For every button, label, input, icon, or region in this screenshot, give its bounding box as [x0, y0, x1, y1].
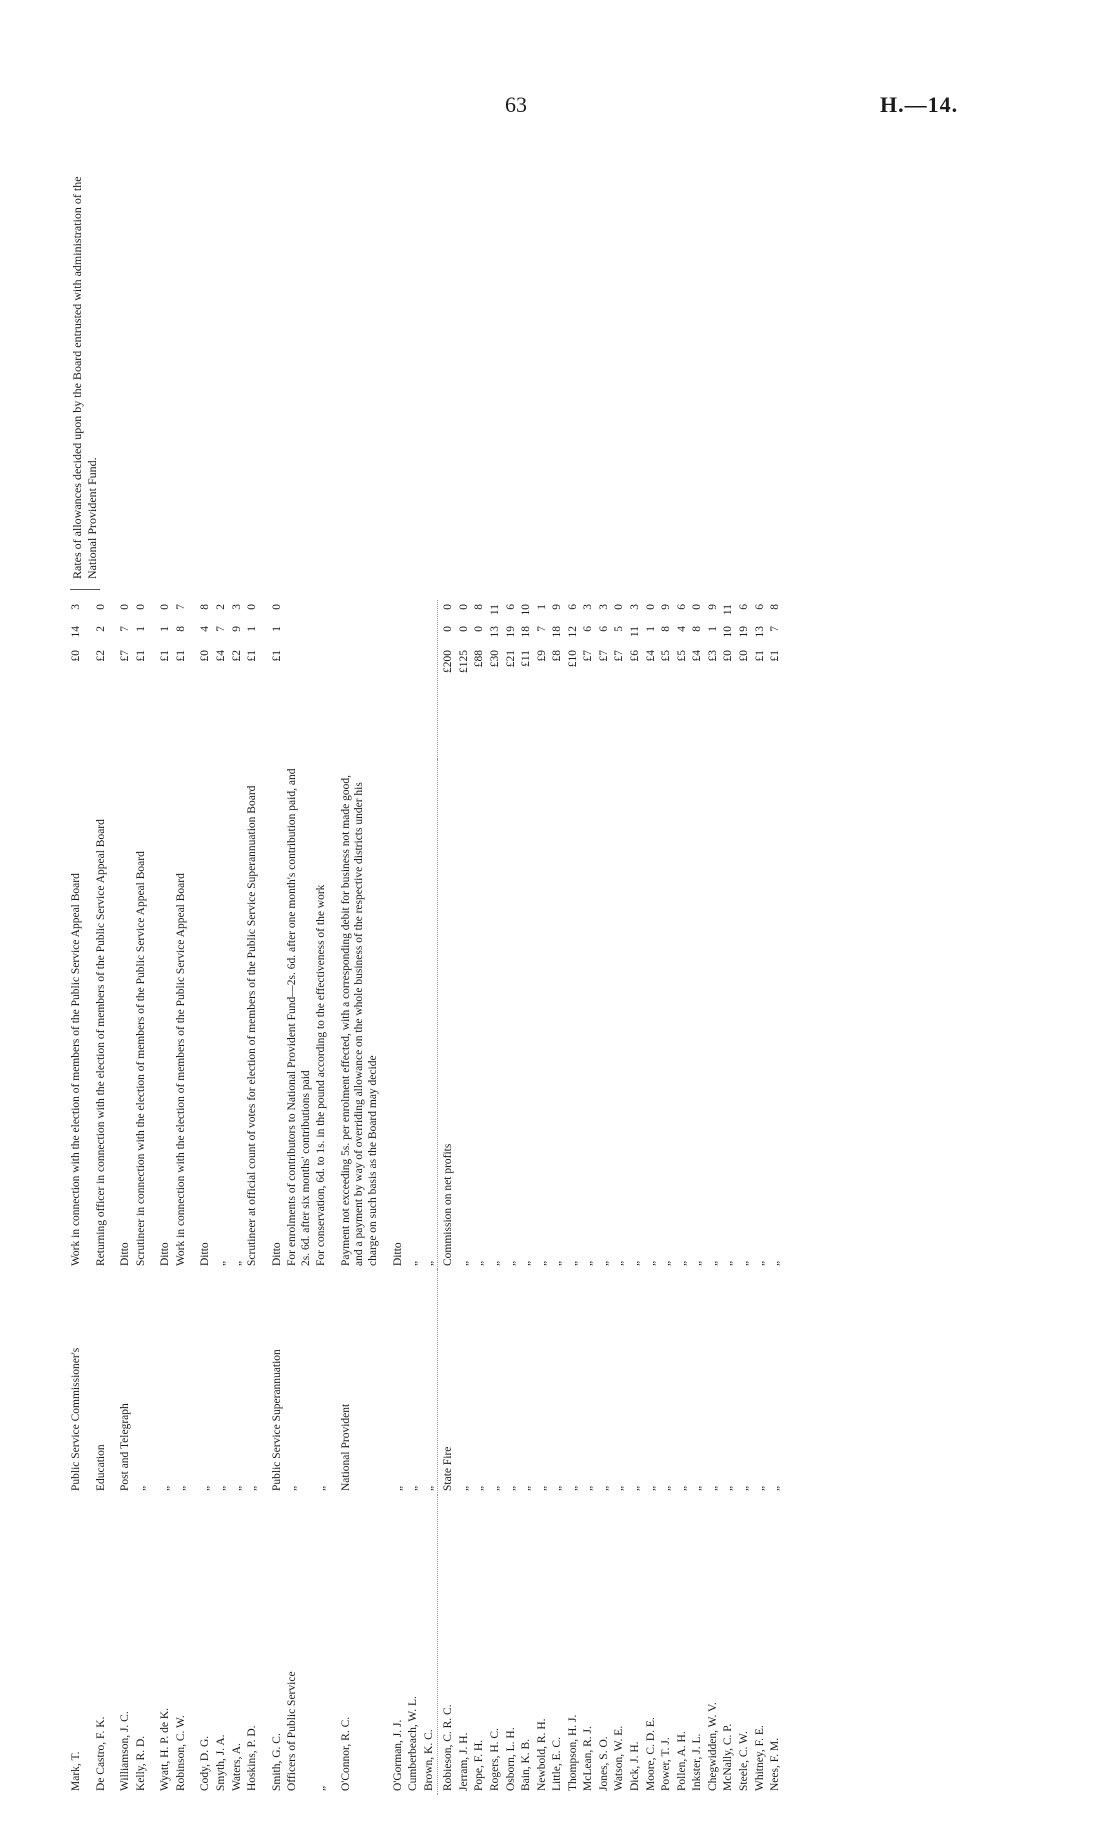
remarks-text: Rates of allowances decided upon by the Board entrusted with administration of the National Provident Fund.: [70, 149, 100, 590]
shillings-value: 19: [737, 626, 750, 638]
amount-lsd: [246, 604, 260, 756]
department-cell: „: [551, 1485, 564, 1491]
nature-of-work-cell: „: [457, 1260, 470, 1266]
nature-of-work-cell: Returning officer in connection with the election of members of the Public Service Appeal Board: [94, 819, 107, 1266]
shillings-value: 7: [214, 626, 227, 632]
name-cell: Moore, C. D. E.: [644, 1717, 657, 1791]
pence-value: 0: [246, 604, 259, 610]
nature-of-work-cell: For enrolments of contributors to National Provident Fund—2s. 6d. after one month's contribution paid, and 2s. 6d. after six months' contributions paid: [286, 768, 312, 1266]
amount-lsd: [629, 604, 643, 756]
pence-value: 8: [199, 604, 212, 610]
nature-of-work-cell: „: [488, 1260, 501, 1266]
pence-value: 1: [535, 604, 548, 610]
amount-cell: [382, 600, 407, 760]
name-cell: Robinson, C. W.: [174, 1715, 187, 1791]
pence-value: 6: [504, 604, 517, 610]
amount-cell: [768, 600, 784, 760]
pence-value: 11: [722, 604, 735, 616]
amount-lsd: [473, 604, 487, 756]
department-cell: „: [520, 1485, 533, 1491]
department-cell: „: [174, 1485, 187, 1491]
amount-cell: [753, 600, 769, 760]
department-cell: „: [457, 1485, 470, 1491]
pounds-value: £2: [94, 650, 107, 662]
department-cell: „: [722, 1485, 735, 1491]
pence-value: 0: [691, 604, 704, 610]
name-cell: O'Gorman, J. J.: [391, 1719, 404, 1791]
shillings-value: 1: [134, 626, 147, 632]
nature-of-work-cell: „: [597, 1260, 610, 1266]
department-cell: „: [566, 1485, 579, 1491]
name-cell: Robieson, C. R. C.: [442, 1704, 455, 1791]
shillings-value: 8: [660, 626, 673, 632]
name-cell: Smyth, J. A.: [214, 1734, 227, 1791]
remarks-cell: [60, 145, 784, 600]
amount-cell: [330, 600, 382, 760]
amount-cell: [109, 600, 134, 760]
department-cell: „: [629, 1485, 641, 1491]
pence-value: 3: [597, 604, 610, 610]
amount-lsd: [215, 604, 229, 756]
pence-value: 3: [582, 604, 595, 610]
amount-lsd: [613, 604, 627, 756]
nature-of-work-cell: Ditto: [119, 1242, 132, 1266]
amount-cell: [457, 600, 473, 760]
department-cell: National Provident: [339, 1403, 352, 1491]
pence-value: 0: [119, 604, 132, 610]
pounds-value: £6: [629, 650, 641, 662]
nature-of-work-cell: Ditto: [391, 1242, 404, 1266]
amount-cell: [690, 600, 706, 760]
shillings-value: 1: [159, 626, 172, 632]
amount-cell: [628, 600, 644, 760]
name-cell: Wyatt, H. P. de K.: [159, 1708, 172, 1791]
amount-lsd: [159, 604, 173, 756]
nature-of-work-cell: „: [566, 1260, 579, 1266]
shillings-value: 4: [199, 626, 212, 632]
department-cell: „: [134, 1485, 147, 1491]
department-cell: „: [407, 1485, 420, 1491]
nature-of-work-cell: „: [422, 1260, 435, 1266]
name-cell: McNally, C. P.: [722, 1723, 735, 1791]
amount-cell: [245, 600, 261, 760]
amount-lsd: [175, 604, 189, 756]
shillings-value: 0: [457, 626, 470, 632]
pence-value: 3: [230, 604, 243, 610]
amount-cell: [406, 600, 422, 760]
pounds-value: £0: [722, 650, 735, 662]
amount-lsd: [135, 604, 149, 756]
pounds-value: £0: [737, 650, 750, 662]
nature-of-work-cell: Scrutineer at official count of votes for election of members of the Public Service Superannuation Board: [246, 785, 259, 1266]
amount-cell: [230, 600, 246, 760]
department-cell: „: [769, 1485, 782, 1491]
pence-value: 9: [551, 604, 564, 610]
amount-cell: [174, 600, 190, 760]
table-body: [60, 145, 784, 1795]
nature-of-work-cell: Work in connection with the election of members of the Public Service Appeal Board: [70, 873, 82, 1266]
name-cell: Brown, K. C.: [422, 1729, 435, 1791]
department-cell: „: [391, 1485, 404, 1491]
name-cell: Newbold, R. H.: [535, 1718, 548, 1791]
pence-value: 10: [520, 604, 533, 616]
shillings-value: 1: [706, 626, 719, 632]
amount-cell: [535, 600, 551, 760]
pounds-value: £7: [597, 650, 610, 662]
nature-of-work-cell: „: [407, 1260, 420, 1266]
name-cell: Cody, D. G.: [199, 1735, 212, 1791]
pounds-value: £9: [535, 650, 548, 662]
shillings-value: 8: [174, 626, 187, 632]
name-cell: Pollen, A. H.: [675, 1731, 688, 1791]
department-cell: „: [199, 1485, 212, 1491]
table-row: [60, 145, 85, 1795]
pounds-value: £8: [551, 650, 564, 662]
name-cell: Nees, F. M.: [769, 1737, 782, 1791]
name-cell: Hoskins, P. D.: [246, 1725, 259, 1791]
amount-lsd: [536, 604, 550, 756]
pounds-value: £4: [644, 650, 657, 662]
amount-cell: [597, 600, 613, 760]
amount-cell: [189, 600, 214, 760]
amount-cell: [566, 600, 582, 760]
pence-value: 0: [613, 604, 626, 610]
department-cell: „: [737, 1485, 750, 1491]
amount-cell: [85, 600, 110, 760]
pounds-value: £7: [119, 650, 132, 662]
amount-cell: [472, 600, 488, 760]
amount-cell: [504, 600, 520, 760]
nature-of-work-cell: Payment not exceeding 5s. per enrolment effected, with a corresponding debit for business not made good, and a payment by way of overriding allowance on the whole business of the respective districts under his charge on such basis as the Board may decide: [339, 775, 379, 1266]
name-cell: McLean, R. J.: [582, 1726, 595, 1791]
shillings-value: 4: [675, 626, 688, 632]
nature-of-work-cell: Ditto: [159, 1242, 172, 1266]
nature-of-work-cell: „: [504, 1260, 517, 1266]
nature-of-work-cell: „: [613, 1260, 626, 1266]
nature-of-work-cell: Ditto: [270, 1242, 283, 1266]
nature-of-work-cell: „: [582, 1260, 595, 1266]
amount-cell: [441, 600, 457, 760]
nature-of-work-cell: For conservation, 6d. to 1s. in the pound according to the effectiveness of the work: [315, 884, 328, 1266]
pence-value: 6: [566, 604, 579, 610]
shillings-value: 7: [769, 626, 782, 632]
amount-lsd: [754, 604, 768, 756]
shillings-value: 13: [488, 626, 501, 638]
name-cell: Jones, S. O.: [597, 1736, 610, 1791]
amount-cell: [612, 600, 628, 760]
amount-cell: [60, 600, 85, 760]
amount-cell: [644, 600, 660, 760]
shillings-value: 1: [644, 626, 657, 632]
shillings-value: 2: [94, 626, 107, 632]
name-cell: Bain, K. B.: [520, 1738, 533, 1791]
shillings-value: 18: [520, 626, 533, 638]
name-cell: Thompson, H. J.: [566, 1714, 579, 1791]
pounds-value: £200: [442, 650, 455, 673]
pounds-value: £3: [706, 650, 719, 662]
amount-cell: [737, 600, 753, 760]
document-reference: H.—14.: [880, 92, 959, 117]
department-cell: „: [230, 1485, 243, 1491]
department-cell: „: [315, 1485, 328, 1491]
amount-lsd: [660, 604, 674, 756]
rotated-table-region: [60, 145, 1020, 1795]
name-cell: Cumberbeach, W. L.: [407, 1696, 420, 1791]
pence-value: 6: [675, 604, 688, 610]
amount-lsd: [95, 604, 109, 756]
pence-value: 0: [270, 604, 283, 610]
shillings-value: 6: [597, 626, 610, 632]
shillings-value: 0: [473, 626, 486, 632]
name-cell: Rogers, H. C.: [488, 1728, 501, 1791]
department-cell: „: [675, 1485, 688, 1491]
pounds-value: £11: [520, 650, 533, 667]
shillings-value: 19: [504, 626, 517, 638]
name-cell: Smith, G. C.: [270, 1733, 283, 1791]
amount-cell: [488, 600, 504, 760]
amount-cell: [581, 600, 597, 760]
amount-cell: [149, 600, 174, 760]
amount-lsd: [551, 604, 565, 756]
pence-value: 9: [660, 604, 673, 610]
nature-of-work-cell: „: [644, 1260, 657, 1266]
name-cell: „: [315, 1785, 328, 1791]
department-cell: „: [535, 1485, 548, 1491]
pence-value: 3: [629, 604, 641, 610]
pence-value: 0: [159, 604, 172, 610]
amount-cell: [214, 600, 230, 760]
amount-lsd: [489, 604, 503, 756]
amount-lsd: [567, 604, 581, 756]
nature-of-work-cell: „: [706, 1260, 719, 1266]
amount-cell: [550, 600, 566, 760]
nature-of-work-cell: „: [722, 1260, 735, 1266]
amount-lsd: [707, 604, 721, 756]
shillings-value: 7: [535, 626, 548, 632]
shillings-value: 8: [691, 626, 704, 632]
allowances-table: [60, 145, 784, 1795]
department-cell: „: [504, 1485, 517, 1491]
name-cell: Power, T. J.: [660, 1737, 673, 1791]
shillings-value: 7: [119, 626, 132, 632]
pence-value: 8: [769, 604, 782, 610]
name-cell: Mark, T.: [70, 1751, 82, 1791]
department-cell: Public Service Commissioner's: [70, 1347, 82, 1491]
shillings-value: 11: [629, 626, 641, 638]
name-cell: Steele, C. W.: [737, 1731, 750, 1791]
amount-lsd: [645, 604, 659, 756]
shillings-value: 5: [613, 626, 626, 632]
amount-lsd: [271, 604, 285, 756]
pounds-value: £1: [270, 650, 283, 662]
pounds-value: £5: [660, 650, 673, 662]
nature-of-work-cell: „: [551, 1260, 564, 1266]
pounds-value: £1: [134, 650, 147, 662]
shillings-value: 1: [270, 626, 283, 632]
name-cell: Inkster, J. L.: [691, 1733, 704, 1791]
department-cell: „: [613, 1485, 626, 1491]
shillings-value: 6: [582, 626, 595, 632]
amount-lsd: [199, 604, 213, 756]
department-cell: „: [214, 1485, 227, 1491]
shillings-value: 10: [722, 626, 735, 638]
department-cell: „: [660, 1485, 673, 1491]
name-cell: De Castro, F. K.: [94, 1716, 107, 1791]
name-cell: Jerram, J. H.: [457, 1732, 470, 1791]
pence-value: 0: [457, 604, 470, 610]
amount-cell: [519, 600, 535, 760]
shillings-value: 14: [70, 626, 82, 638]
amount-cell: [285, 600, 314, 760]
nature-of-work-cell: „: [473, 1260, 486, 1266]
amount-lsd: [738, 604, 752, 756]
nature-of-work-cell: Scrutineer in connection with the election of members of the Public Service Appeal Board: [134, 851, 147, 1266]
department-cell: „: [488, 1485, 501, 1491]
pounds-value: £1: [159, 650, 172, 662]
amount-cell: [721, 600, 737, 760]
nature-of-work-cell: „: [629, 1260, 641, 1266]
department-cell: State Fire: [442, 1446, 455, 1491]
pence-value: 6: [737, 604, 750, 610]
name-cell: Whitney, F. E.: [753, 1725, 766, 1791]
pence-value: 0: [134, 604, 147, 610]
pounds-value: £1: [246, 650, 259, 662]
pounds-value: £0: [199, 650, 212, 662]
department-cell: „: [159, 1485, 172, 1491]
pounds-value: £7: [613, 650, 626, 662]
amount-lsd: [458, 604, 472, 756]
pence-value: 9: [706, 604, 719, 610]
pence-value: 0: [644, 604, 657, 610]
amount-cell: [422, 600, 438, 760]
pounds-value: £2: [230, 650, 243, 662]
nature-of-work-cell: „: [520, 1260, 533, 1266]
department-cell: „: [691, 1485, 704, 1491]
shillings-value: 13: [753, 626, 766, 638]
pounds-value: £10: [566, 650, 579, 668]
department-cell: „: [597, 1485, 610, 1491]
pounds-value: £125: [457, 650, 470, 673]
name-cell: Little, E. C.: [551, 1737, 564, 1791]
department-cell: „: [706, 1485, 719, 1491]
pence-value: 0: [442, 604, 455, 610]
pence-value: 6: [753, 604, 766, 610]
department-cell: Education: [94, 1444, 107, 1491]
pounds-value: £4: [214, 650, 227, 662]
pounds-value: £7: [582, 650, 595, 662]
amount-lsd: [442, 604, 456, 756]
nature-of-work-cell: Work in connection with the election of members of the Public Service Appeal Board: [174, 873, 187, 1266]
pence-value: 2: [214, 604, 227, 610]
name-cell: Chegwidden, W. V.: [706, 1702, 719, 1791]
amount-lsd: [119, 604, 133, 756]
pounds-value: £88: [473, 650, 486, 668]
department-cell: „: [582, 1485, 595, 1491]
nature-of-work-cell: Ditto: [199, 1242, 212, 1266]
department-cell: „: [422, 1485, 435, 1491]
pounds-value: £1: [769, 650, 782, 662]
pounds-value: £4: [691, 650, 704, 662]
pence-value: 7: [174, 604, 187, 610]
name-cell: Officers of Public Service: [286, 1671, 299, 1791]
name-cell: Watson, W. E.: [613, 1725, 626, 1791]
nature-of-work-cell: „: [660, 1260, 673, 1266]
page-number: 63: [505, 92, 527, 117]
name-cell: Osborn, L. H.: [504, 1727, 517, 1791]
amount-lsd: [722, 604, 736, 756]
department-cell: „: [286, 1485, 299, 1491]
shillings-value: 0: [442, 626, 455, 632]
shillings-value: 1: [246, 626, 259, 632]
pounds-value: £1: [753, 650, 766, 662]
amount-lsd: [582, 604, 596, 756]
pounds-value: £21: [504, 650, 517, 668]
pence-value: 3: [70, 604, 82, 610]
pounds-value: £0: [70, 650, 82, 662]
amount-lsd: [598, 604, 612, 756]
amount-cell: [261, 600, 286, 760]
pence-value: 0: [94, 604, 107, 610]
nature-of-work-cell: Commission on net profits: [442, 1143, 455, 1266]
pence-value: 11: [488, 604, 501, 616]
shillings-value: 18: [551, 626, 564, 638]
amount-cell: [659, 600, 675, 760]
amount-lsd: [769, 604, 783, 756]
nature-of-work-cell: „: [769, 1260, 782, 1266]
amount-lsd: [231, 604, 245, 756]
department-cell: „: [753, 1485, 766, 1491]
name-cell: O'Connor, R. C.: [339, 1716, 352, 1791]
department-cell: Post and Telegraph: [119, 1403, 132, 1491]
department-cell: Public Service Superannuation: [270, 1349, 283, 1491]
nature-of-work-cell: „: [230, 1260, 243, 1266]
department-cell: „: [644, 1485, 657, 1491]
nature-of-work-cell: „: [753, 1260, 766, 1266]
amount-lsd: [676, 604, 690, 756]
shillings-value: 9: [230, 626, 243, 632]
pounds-value: £30: [488, 650, 501, 668]
shillings-value: 12: [566, 626, 579, 638]
name-cell: Williamson, J. C.: [119, 1711, 132, 1791]
amount-cell: [675, 600, 691, 760]
department-cell: „: [246, 1485, 259, 1491]
department-cell: „: [473, 1485, 486, 1491]
amount-cell: [706, 600, 722, 760]
nature-of-work-cell: „: [737, 1260, 750, 1266]
name-cell: Pope, F. H.: [473, 1739, 486, 1791]
name-cell: Dick, J. H.: [629, 1741, 641, 1791]
nature-of-work-cell: „: [214, 1260, 227, 1266]
amount-lsd: [70, 604, 84, 756]
nature-of-work-cell: „: [535, 1260, 548, 1266]
pence-value: 8: [473, 604, 486, 610]
amount-lsd: [691, 604, 705, 756]
amount-lsd: [520, 604, 534, 756]
amount-cell: [134, 600, 150, 760]
name-cell: Waters, A.: [230, 1743, 243, 1791]
name-cell: Kelly, R. D.: [134, 1735, 147, 1791]
amount-lsd: [505, 604, 519, 756]
pounds-value: £5: [675, 650, 688, 662]
pounds-value: £1: [174, 650, 187, 662]
amount-cell: [314, 600, 330, 760]
nature-of-work-cell: „: [675, 1260, 688, 1266]
nature-of-work-cell: „: [691, 1260, 704, 1266]
